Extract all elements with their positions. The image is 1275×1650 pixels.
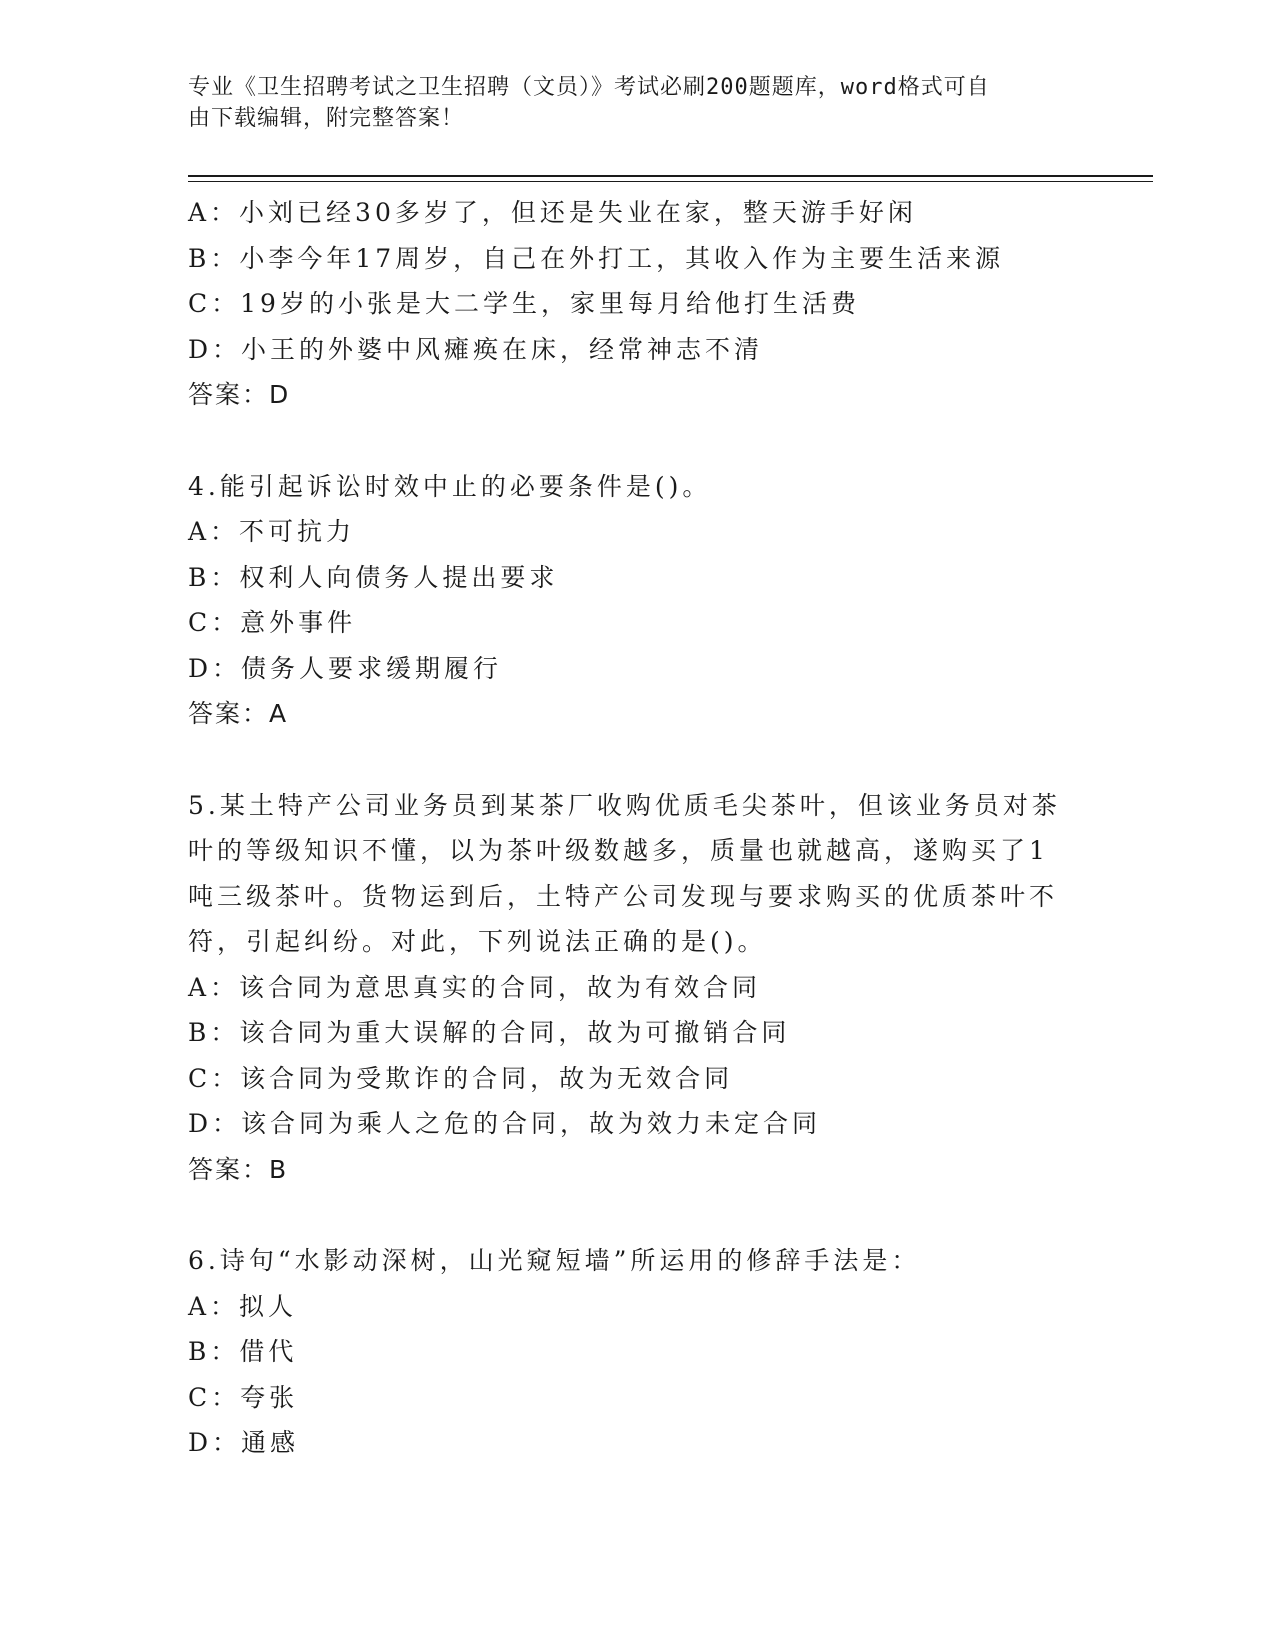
header-rule-thick [188, 175, 1153, 177]
question-text: 4.能引起诉讼时效中止的必要条件是()。 [188, 471, 712, 501]
question-text-line-3: 吨三级茶叶。货物运到后，土特产公司发现与要求购买的优质茶叶不 [188, 881, 1059, 911]
spacer [188, 1192, 1068, 1238]
option-b: B：权利人向债务人提出要求 [188, 562, 559, 592]
header-rule-thin [188, 181, 1153, 182]
option-b: B：该合同为重大误解的合同，故为可撤销合同 [188, 1018, 791, 1047]
question-text: 6.诗句“水影动深树，山光窥短墙”所运用的修辞手法是： [188, 1246, 921, 1275]
option-c: C：意外事件 [188, 608, 357, 637]
option-b: B：借代 [188, 1337, 298, 1366]
option-a: A：小刘已经30多岁了，但还是失业在家，整天游手好闲 [188, 198, 917, 227]
question-block-3 [188, 190, 1068, 418]
option-a: A：该合同为意思真实的合同，故为有效合同 [188, 972, 762, 1002]
spacer [188, 418, 1068, 464]
option-c: C：该合同为受欺诈的合同，故为无效合同 [188, 1063, 734, 1093]
document-header [188, 72, 1068, 134]
option-d: D：通感 [188, 1428, 300, 1457]
option-d: D：小王的外婆中风瘫痪在床，经常神志不清 [188, 334, 764, 364]
answer-line: 答案：D [188, 380, 291, 409]
answer-line: 答案：B [188, 1154, 289, 1184]
question-text-line-2: 叶的等级知识不懂，以为茶叶级数越多，质量也就越高，遂购买了1 [188, 836, 1049, 865]
question-text-line-4: 符，引起纠纷。对此，下列说法正确的是()。 [188, 927, 767, 956]
option-b: B：小李今年17周岁，自己在外打工，其收入作为主要生活来源 [188, 243, 1005, 273]
option-a: A：不可抗力 [188, 517, 356, 546]
option-c: C：19岁的小张是大二学生，家里每月给他打生活费 [188, 289, 860, 318]
question-block-4 [188, 464, 1068, 737]
header-line-2: 由下载编辑，附完整答案！ [188, 106, 465, 131]
spacer [188, 737, 1068, 783]
question-text-line-1: 5.某土特产公司业务员到某茶厂收购优质毛尖茶叶，但该业务员对茶 [188, 790, 1061, 820]
option-a: A：拟人 [188, 1291, 298, 1321]
option-c: C：夸张 [188, 1382, 299, 1412]
option-d: D：债务人要求缓期履行 [188, 653, 503, 683]
question-block-6 [188, 1238, 1068, 1466]
option-d: D：该合同为乘人之危的合同，故为效力未定合同 [188, 1109, 822, 1138]
header-line-1: 专业《卫生招聘考试之卫生招聘（文员）》考试必刷200题题库，word格式可自 [188, 75, 990, 100]
answer-line: 答案：A [188, 699, 289, 728]
question-block-5 [188, 783, 1068, 1193]
question-content [188, 190, 1068, 1466]
